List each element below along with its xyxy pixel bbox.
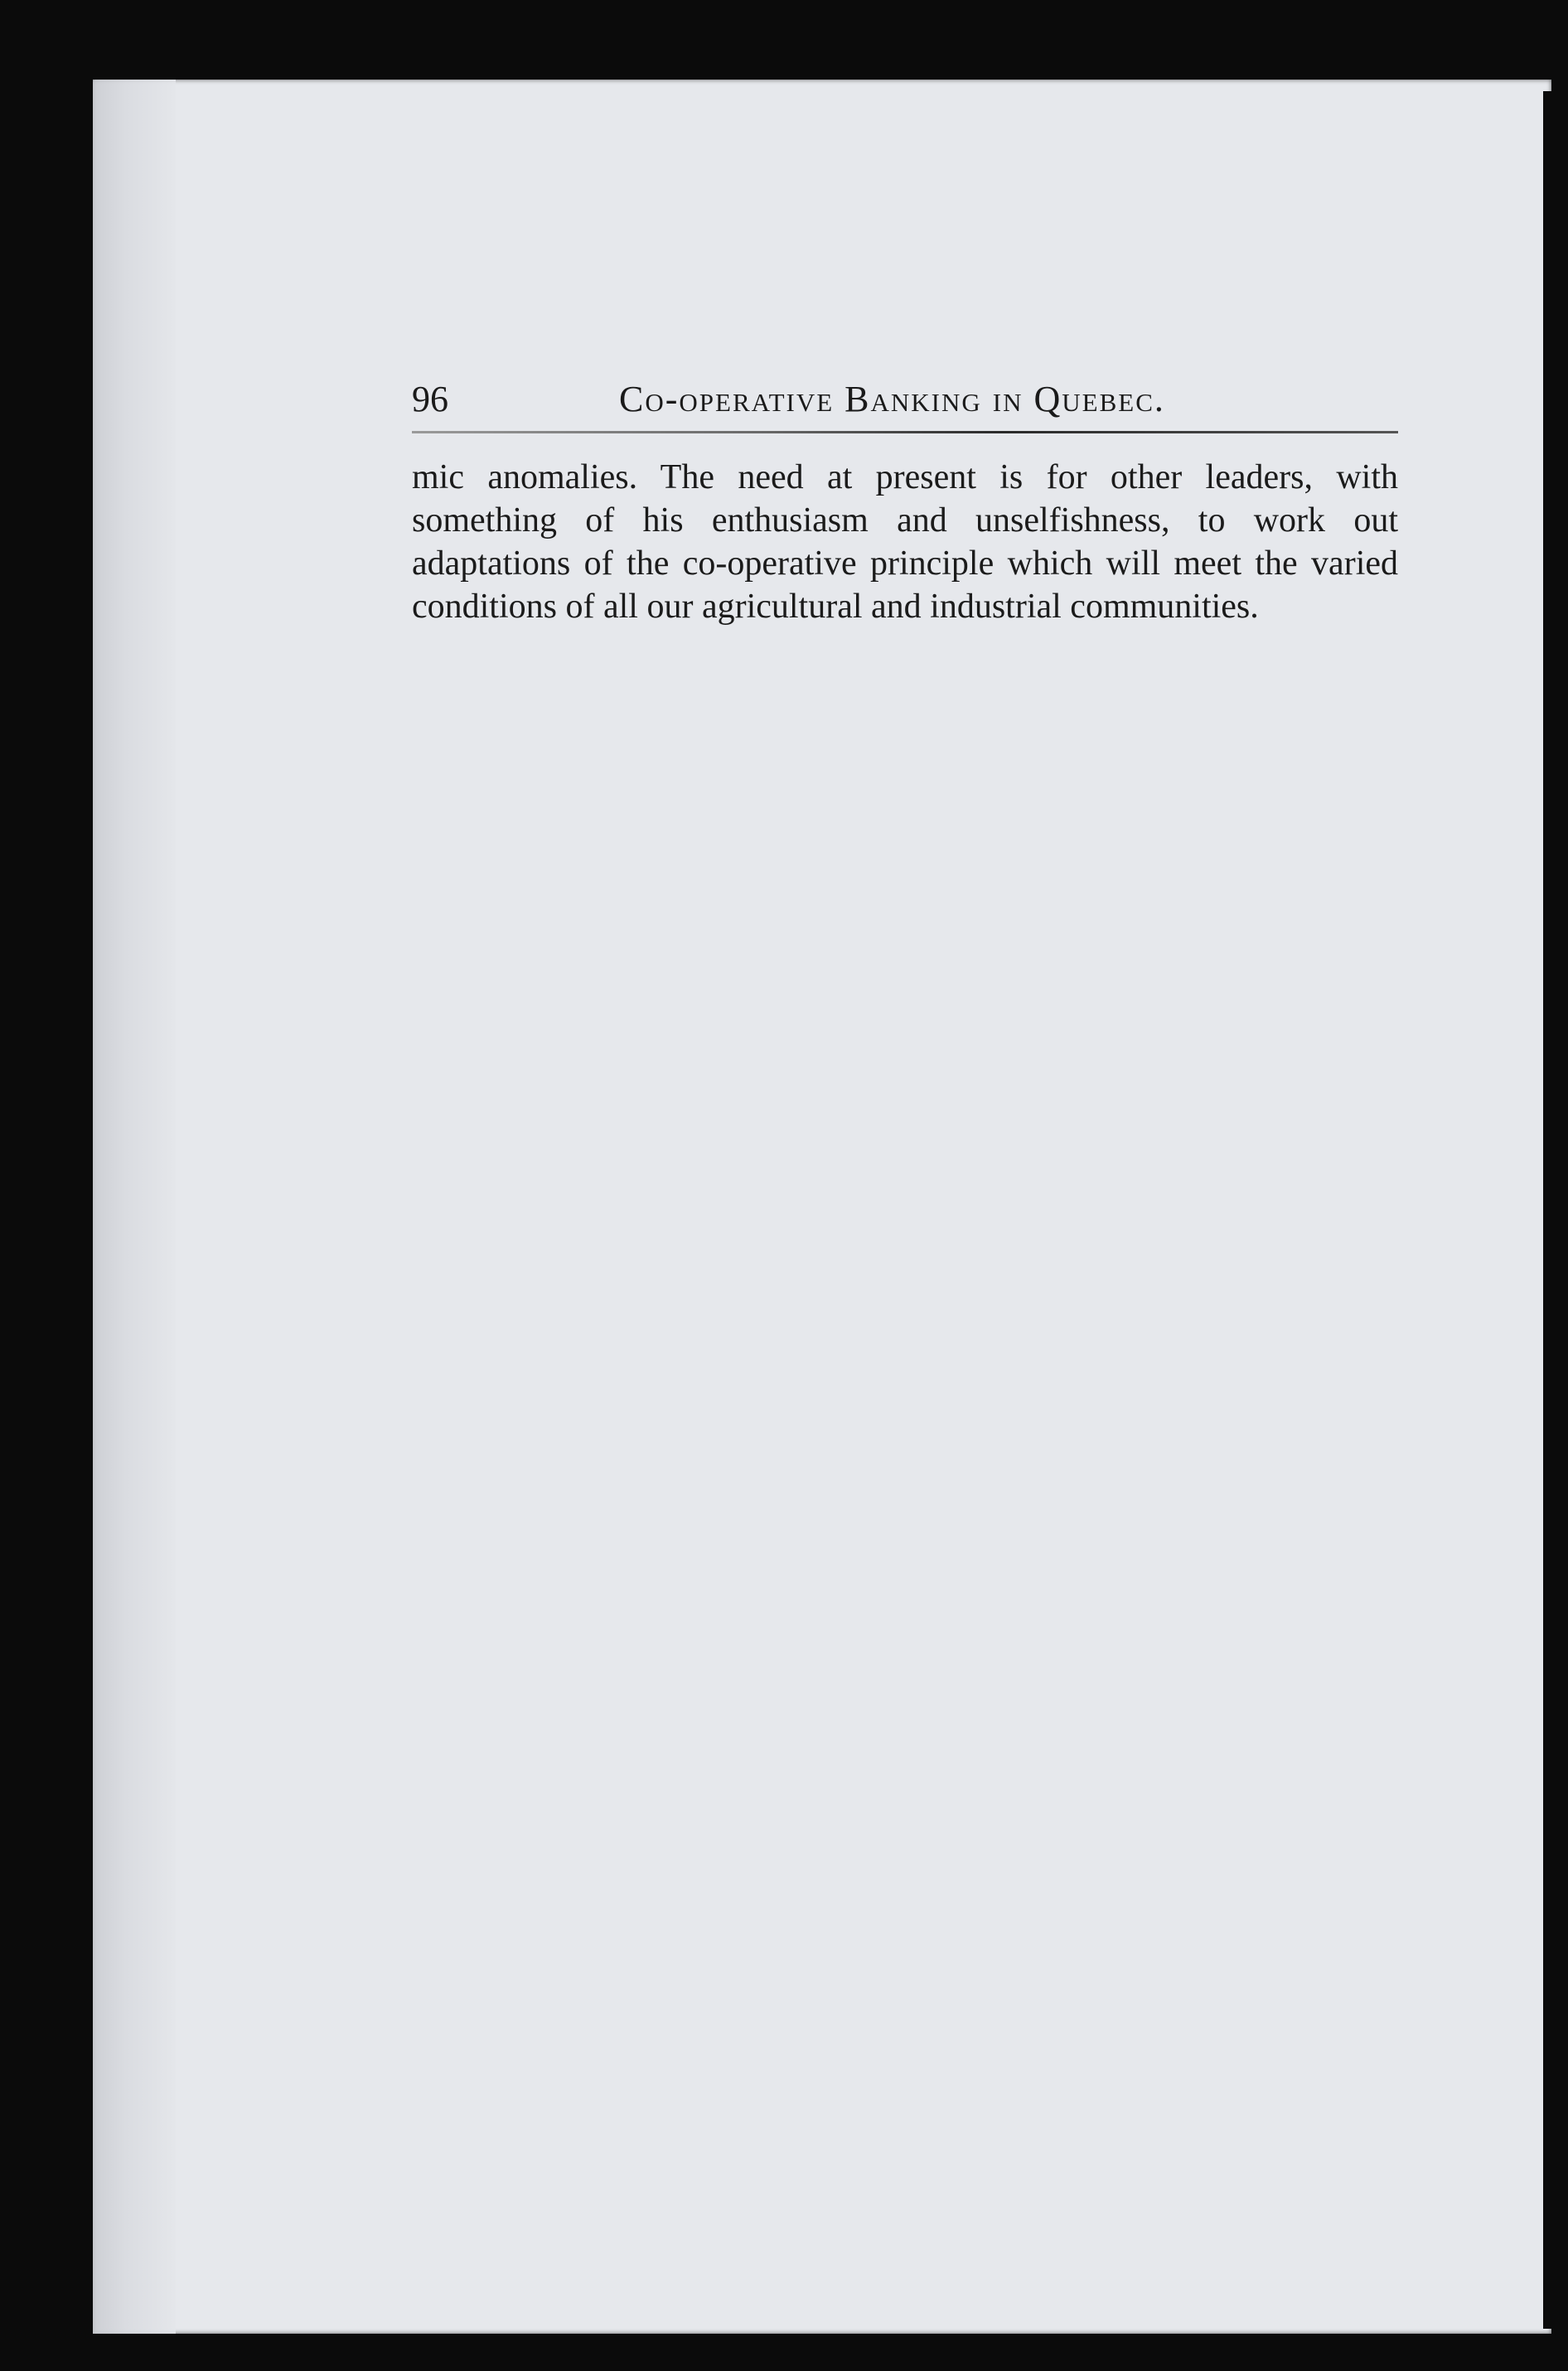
page-number: 96 — [412, 379, 448, 419]
running-head-title: Co-operative Banking in Quebec. — [619, 379, 1165, 419]
body-text — [412, 456, 1398, 628]
body-paragraph: mic anomalies. The need at present is for other leaders, with something of his enthusiasm and unselfishness, to work out adaptations of the co-operative principle which will meet the varied conditions of all our agricultural and industrial communities. — [412, 458, 1398, 626]
page-gutter-shadow — [93, 80, 176, 2334]
page-right-edge — [1543, 91, 1568, 2329]
running-head — [412, 373, 1398, 439]
header-rule — [412, 431, 1398, 433]
